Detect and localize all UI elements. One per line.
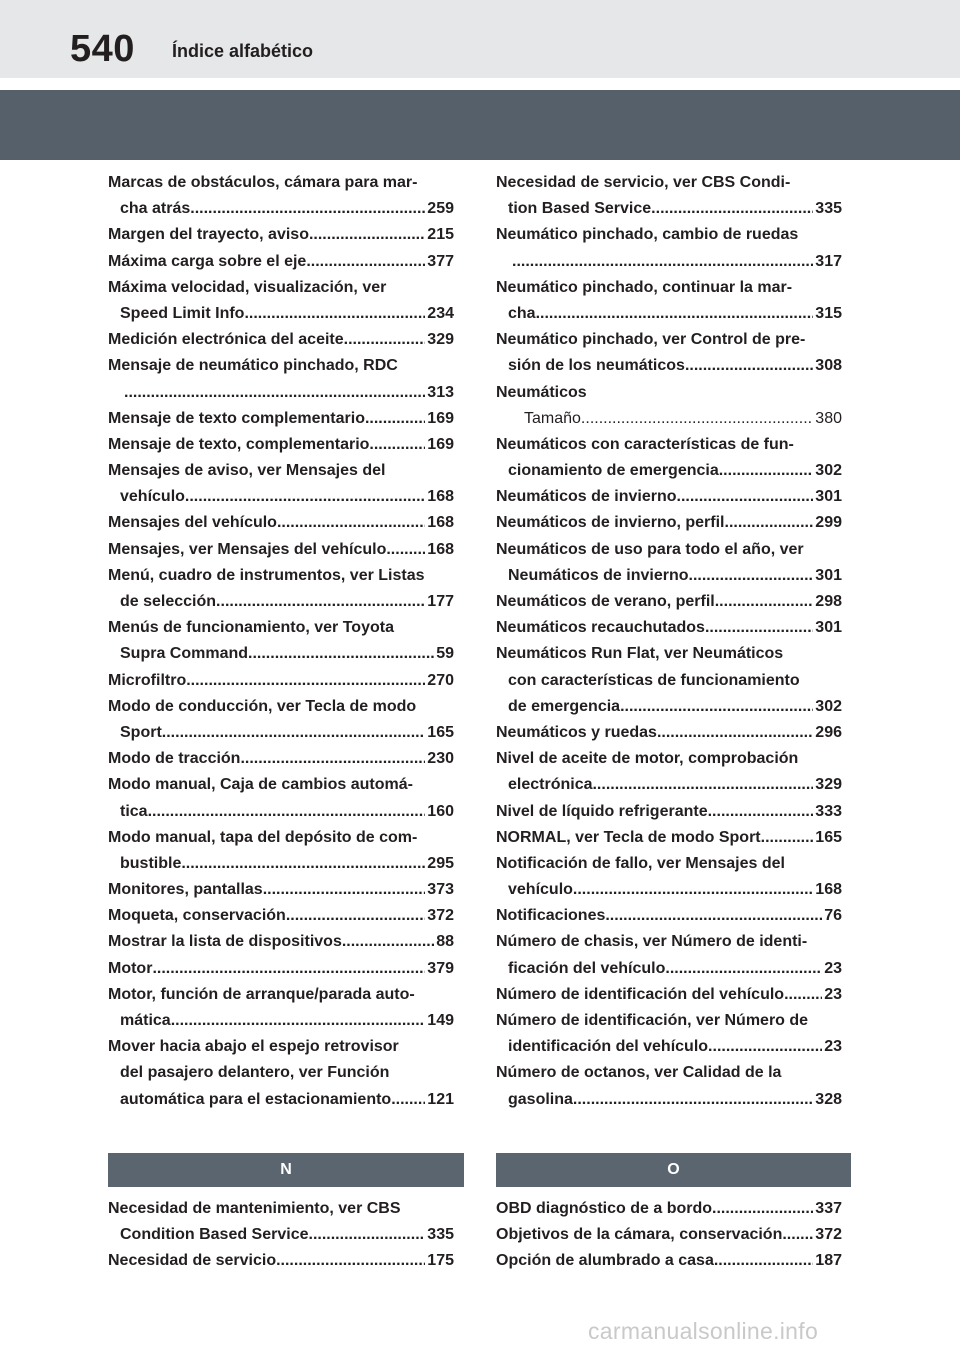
index-entry (108, 458, 454, 510)
entry-text: Notificaciones (496, 907, 606, 925)
page-ref: 372 (427, 907, 454, 925)
entry-text: de selección (120, 593, 217, 610)
entry-line: Neumáticos de uso para todo el año, ver (496, 540, 804, 558)
index-entry (496, 406, 842, 432)
index-entry (496, 1060, 842, 1112)
entry-text: Moqueta, conservación (108, 907, 286, 925)
leader-dots (306, 249, 425, 275)
leader-dots (784, 982, 822, 1008)
index-entry (108, 929, 454, 955)
leader-dots (286, 903, 425, 929)
page-ref: 76 (824, 907, 842, 925)
entry-text: Mensaje de texto, complementario (108, 435, 370, 453)
letter-heading-o: O (496, 1153, 851, 1187)
header-bar (0, 0, 960, 78)
entry-last-line (108, 877, 454, 903)
index-entry (496, 170, 842, 222)
leader-dots (708, 799, 814, 825)
entry-last-line (108, 668, 454, 694)
leader-dots (714, 1248, 813, 1274)
entry-line: Nivel de aceite de motor, comprobación (496, 750, 799, 768)
index-entry (108, 903, 454, 929)
leader-dots (573, 1087, 813, 1113)
entry-last-line (108, 432, 454, 458)
entry-line: Neumáticos con características de fun- (496, 435, 794, 453)
letter-heading-n: N (108, 1153, 464, 1187)
page-number: 540 (70, 28, 135, 70)
leader-dots (344, 327, 426, 353)
page-ref: 270 (427, 671, 454, 689)
page-ref: 59 (436, 645, 454, 663)
index-entry (496, 929, 842, 981)
index-entry (496, 746, 842, 798)
leader-dots (181, 851, 425, 877)
entry-line: Número de identificación, ver Número de (496, 1012, 809, 1029)
entry-line: Marcas de obstáculos, cámara para mar- (108, 174, 418, 191)
entry-last-line (108, 720, 454, 746)
index-entry (496, 641, 842, 720)
leader-dots (152, 956, 425, 982)
entry-last-line (108, 380, 454, 406)
leader-dots (685, 353, 813, 379)
entry-text: Neumáticos de invierno, perfil (496, 514, 725, 532)
page-ref: 149 (427, 1012, 454, 1029)
entry-line: con características de funcionamiento (508, 671, 800, 689)
leader-dots (276, 1248, 425, 1274)
page-ref: 379 (427, 959, 454, 977)
page-ref: 317 (815, 252, 842, 270)
leader-dots (705, 615, 813, 641)
entry-text: cha (508, 304, 536, 322)
page-ref: 165 (427, 723, 454, 741)
leader-dots (148, 799, 426, 825)
index-entry (496, 1248, 842, 1274)
leader-dots (592, 772, 813, 798)
entry-last-line (496, 484, 842, 510)
entry-text: Mensajes del vehículo (108, 514, 277, 532)
entry-last-line (108, 249, 454, 275)
entry-text: Neumáticos y ruedas (496, 723, 657, 741)
entry-text: mática (120, 1012, 171, 1029)
index-entry (108, 537, 454, 563)
header-band (0, 90, 960, 160)
page-ref: 335 (815, 200, 842, 218)
leader-dots (581, 406, 813, 432)
entry-text: Monitores, pantallas (108, 881, 263, 899)
leader-dots (677, 484, 814, 510)
leader-dots (171, 1008, 426, 1034)
entry-line: Neumáticos Run Flat, ver Neumáticos (496, 645, 784, 663)
index-section-o (496, 1196, 842, 1275)
page-ref: 187 (815, 1252, 842, 1270)
page-ref: 313 (427, 383, 454, 401)
entry-last-line (496, 249, 842, 275)
entry-last-line (108, 956, 454, 982)
entry-last-line (496, 353, 842, 379)
index-entry (108, 746, 454, 772)
index-entry (496, 432, 842, 484)
page-ref: 380 (815, 409, 842, 427)
entry-text: Modo de tracción (108, 750, 241, 768)
entry-line: Motor, función de arranque/parada auto- (108, 985, 415, 1003)
page-ref: 168 (427, 514, 454, 532)
index-entry (108, 563, 454, 615)
index-entry (108, 406, 454, 432)
index-entry (496, 1196, 842, 1222)
entry-last-line (496, 1034, 842, 1060)
entry-text: Nivel de líquido refrigerante (496, 802, 708, 820)
index-column-right (496, 170, 842, 1113)
leader-dots (309, 1222, 426, 1248)
entry-line: Necesidad de mantenimiento, ver CBS (108, 1200, 401, 1217)
entry-line: Necesidad de servicio, ver CBS Condi- (496, 174, 791, 191)
page-ref: 298 (815, 593, 842, 610)
entry-line: Mensajes de aviso, ver Mensajes del (108, 462, 386, 480)
page-ref: 168 (427, 540, 454, 558)
index-entry (108, 432, 454, 458)
index-entry (496, 380, 842, 406)
entry-last-line (108, 537, 454, 563)
entry-last-line (108, 799, 454, 825)
leader-dots (386, 537, 425, 563)
page-ref: 335 (427, 1226, 454, 1244)
entry-line: Notificación de fallo, ver Mensajes del (496, 854, 785, 872)
leader-dots (512, 249, 813, 275)
entry-text: Mostrar la lista de dispositivos (108, 933, 342, 951)
index-entry (496, 327, 842, 379)
leader-dots (725, 510, 814, 536)
page-ref: 23 (824, 1038, 842, 1056)
index-entry (496, 222, 842, 274)
leader-dots (761, 825, 814, 851)
entry-text: Necesidad de servicio (108, 1252, 277, 1270)
entry-last-line (108, 301, 454, 327)
entry-last-line (496, 458, 842, 484)
section-title: Índice alfabético (172, 41, 314, 61)
entry-last-line (496, 1087, 842, 1113)
index-entry (496, 903, 842, 929)
entry-last-line (496, 694, 842, 720)
leader-dots (186, 668, 425, 694)
leader-dots (248, 641, 434, 667)
index-entry (108, 772, 454, 824)
page-ref: 333 (815, 802, 842, 820)
index-entry (496, 589, 842, 615)
page-ref: 177 (427, 593, 454, 610)
index-entry (496, 510, 842, 536)
leader-dots (342, 929, 434, 955)
page-ref: 259 (427, 200, 454, 218)
leader-dots (689, 563, 814, 589)
entry-text: Tamaño (524, 409, 581, 427)
entry-line: Neumático pinchado, continuar la mar- (496, 278, 793, 296)
page-ref: 230 (427, 750, 454, 768)
leader-dots (657, 720, 813, 746)
entry-text: vehículo (120, 488, 185, 506)
entry-text: Speed Limit Info (120, 304, 245, 322)
entry-last-line (496, 510, 842, 536)
page-ref: 337 (815, 1200, 842, 1217)
entry-text: electrónica (508, 776, 593, 794)
entry-text: bustible (120, 854, 182, 872)
leader-dots (190, 196, 425, 222)
page-ref: 372 (815, 1226, 842, 1244)
leader-dots (369, 432, 425, 458)
page-ref: 175 (427, 1252, 454, 1270)
entry-line: Neumáticos (496, 383, 587, 401)
entry-text: sión de los neumáticos (508, 357, 685, 375)
index-entry (496, 720, 842, 746)
index-column-left (108, 170, 454, 1113)
entry-last-line (108, 929, 454, 955)
page-ref: 299 (815, 514, 842, 532)
entry-last-line (108, 1248, 454, 1274)
index-section-n (108, 1196, 454, 1275)
index-entry (496, 275, 842, 327)
entry-line: Número de octanos, ver Calidad de la (496, 1064, 782, 1082)
entry-last-line (108, 222, 454, 248)
leader-dots (365, 406, 425, 432)
leader-dots (240, 746, 425, 772)
entry-last-line (108, 406, 454, 432)
page-ref: 301 (815, 619, 842, 637)
page-ref: 329 (815, 776, 842, 794)
index-entry (108, 353, 454, 405)
page-ref: 295 (427, 854, 454, 872)
entry-line: Modo de conducción, ver Tecla de modo (108, 697, 417, 715)
leader-dots (536, 301, 814, 327)
page-ref: 165 (815, 828, 842, 846)
leader-dots (665, 956, 822, 982)
leader-dots (162, 720, 426, 746)
page-ref: 301 (815, 566, 842, 584)
page-ref: 169 (427, 409, 454, 427)
entry-text: ficación del vehículo (508, 959, 666, 977)
entry-last-line (108, 1087, 454, 1113)
entry-text: Sport (120, 723, 162, 741)
entry-text: Neumáticos de invierno (496, 488, 677, 506)
index-entry (108, 510, 454, 536)
entry-last-line (496, 877, 842, 903)
page-ref: 160 (427, 802, 454, 820)
leader-dots (391, 1087, 425, 1113)
page-ref: 168 (815, 881, 842, 899)
entry-text: Microfiltro (108, 671, 187, 689)
leader-dots (782, 1222, 813, 1248)
entry-last-line (108, 851, 454, 877)
entry-last-line (496, 1222, 842, 1248)
entry-last-line (496, 799, 842, 825)
index-entry (108, 668, 454, 694)
entry-last-line (108, 1222, 454, 1248)
page-ref: 215 (427, 226, 454, 244)
page-ref: 23 (824, 985, 842, 1003)
page-ref: 301 (815, 488, 842, 506)
leader-dots (708, 1034, 822, 1060)
index-entry (496, 484, 842, 510)
entry-text: Máxima carga sobre el eje (108, 252, 307, 270)
page-ref: 315 (815, 304, 842, 322)
leader-dots (573, 877, 813, 903)
entry-last-line (496, 903, 842, 929)
index-entry (108, 170, 454, 222)
entry-last-line (108, 510, 454, 536)
entry-last-line (108, 327, 454, 353)
entry-text: cha atrás (120, 200, 191, 218)
entry-last-line (496, 825, 842, 851)
index-entry (108, 615, 454, 667)
page-ref: 121 (427, 1090, 454, 1108)
index-entry (108, 825, 454, 877)
entry-text: vehículo (508, 881, 573, 899)
entry-last-line (496, 720, 842, 746)
entry-last-line (496, 563, 842, 589)
index-entry (108, 275, 454, 327)
entry-last-line (108, 196, 454, 222)
entry-text: Medición electrónica del aceite (108, 331, 344, 349)
entry-text: Condition Based Service (120, 1226, 309, 1244)
entry-text: tica (120, 802, 148, 820)
leader-dots (309, 222, 425, 248)
index-entry (108, 982, 454, 1034)
entry-text: Margen del trayecto, aviso (108, 226, 309, 244)
entry-line: Máxima velocidad, visualización, ver (108, 278, 387, 296)
page-ref: 296 (815, 723, 842, 741)
leader-dots (185, 484, 425, 510)
index-entry (108, 694, 454, 746)
entry-last-line (496, 615, 842, 641)
entry-text: Neumáticos de invierno (508, 566, 689, 584)
entry-last-line (108, 484, 454, 510)
entry-last-line (496, 772, 842, 798)
entry-line: del pasajero delantero, ver Función (120, 1064, 390, 1082)
leader-dots (651, 196, 813, 222)
entry-line: Mensaje de neumático pinchado, RDC (108, 357, 398, 375)
page-ref: 308 (815, 357, 842, 375)
entry-text: de emergencia (508, 697, 621, 715)
index-entry (496, 799, 842, 825)
index-entry (108, 222, 454, 248)
entry-text: identificación del vehículo (508, 1038, 709, 1056)
entry-text: tion Based Service (508, 200, 652, 218)
leader-dots (605, 903, 822, 929)
index-entry (496, 1008, 842, 1060)
leader-dots (263, 877, 426, 903)
entry-text: OBD diagnóstico de a bordo (496, 1200, 713, 1217)
leader-dots (124, 380, 425, 406)
page-ref: 329 (427, 331, 454, 349)
entry-last-line (496, 301, 842, 327)
index-entry (496, 615, 842, 641)
entry-text: Opción de alumbrado a casa (496, 1252, 714, 1270)
entry-last-line (108, 1008, 454, 1034)
index-entry (108, 1196, 454, 1248)
entry-text: Número de identificación del vehículo (496, 985, 785, 1003)
watermark: carmanualsonline.info (588, 1318, 819, 1344)
page-ref: 328 (815, 1090, 842, 1108)
entry-last-line (496, 982, 842, 1008)
page-ref: 88 (436, 933, 454, 951)
entry-text: Motor (108, 959, 153, 977)
index-entry (496, 825, 842, 851)
entry-last-line (496, 589, 842, 615)
entry-line: Número de chasis, ver Número de identi- (496, 933, 808, 951)
entry-last-line (108, 746, 454, 772)
entry-line: Modo manual, tapa del depósito de com- (108, 828, 418, 846)
entry-text: Neumáticos de verano, perfil (496, 593, 715, 610)
entry-text: automática para el estacionamiento (120, 1090, 392, 1108)
entry-last-line (108, 903, 454, 929)
leader-dots (277, 510, 425, 536)
entry-last-line (496, 956, 842, 982)
entry-text: Objetivos de la cámara, conservación (496, 1226, 783, 1244)
index-entry (496, 1222, 842, 1248)
entry-last-line (496, 196, 842, 222)
page-ref: 168 (427, 488, 454, 506)
index-entry (108, 877, 454, 903)
leader-dots (712, 1196, 813, 1222)
index-entry (496, 537, 842, 589)
entry-text: Mensajes, ver Mensajes del vehículo (108, 540, 387, 558)
page-ref: 302 (815, 462, 842, 480)
entry-text: Neumáticos recauchutados (496, 619, 705, 637)
entry-line: Menús de funcionamiento, ver Toyota (108, 619, 394, 637)
entry-text: NORMAL, ver Tecla de modo Sport (496, 828, 761, 846)
page-ref: 302 (815, 697, 842, 715)
entry-text: cionamiento de emergencia (508, 462, 719, 480)
leader-dots (719, 458, 814, 484)
entry-line: Neumático pinchado, cambio de ruedas (496, 226, 799, 244)
index-entry (108, 956, 454, 982)
leader-dots (715, 589, 814, 615)
entry-last-line (108, 589, 454, 615)
entry-line: Menú, cuadro de instrumentos, ver Listas (108, 566, 425, 584)
index-entry (108, 1248, 454, 1274)
index-entry (496, 851, 842, 903)
leader-dots (244, 301, 425, 327)
entry-last-line (496, 1196, 842, 1222)
page-ref: 23 (824, 959, 842, 977)
entry-line: Neumático pinchado, ver Control de pre- (496, 331, 806, 349)
page-ref: 169 (427, 435, 454, 453)
entry-last-line (108, 641, 454, 667)
entry-text: gasolina (508, 1090, 573, 1108)
page-ref: 234 (427, 304, 454, 322)
leader-dots (216, 589, 425, 615)
index-entry (108, 1034, 454, 1113)
page-ref: 373 (427, 881, 454, 899)
index-entry (108, 249, 454, 275)
entry-text: Mensaje de texto complementario (108, 409, 365, 427)
entry-line: Mover hacia abajo el espejo retrovisor (108, 1038, 399, 1056)
entry-line: Modo manual, Caja de cambios automá- (108, 776, 413, 794)
leader-dots (620, 694, 813, 720)
page-ref: 377 (427, 252, 454, 270)
index-subentry-line (496, 406, 842, 432)
index-entry (496, 982, 842, 1008)
index-entry (108, 327, 454, 353)
entry-text: Supra Command (120, 645, 249, 663)
entry-last-line (496, 1248, 842, 1274)
